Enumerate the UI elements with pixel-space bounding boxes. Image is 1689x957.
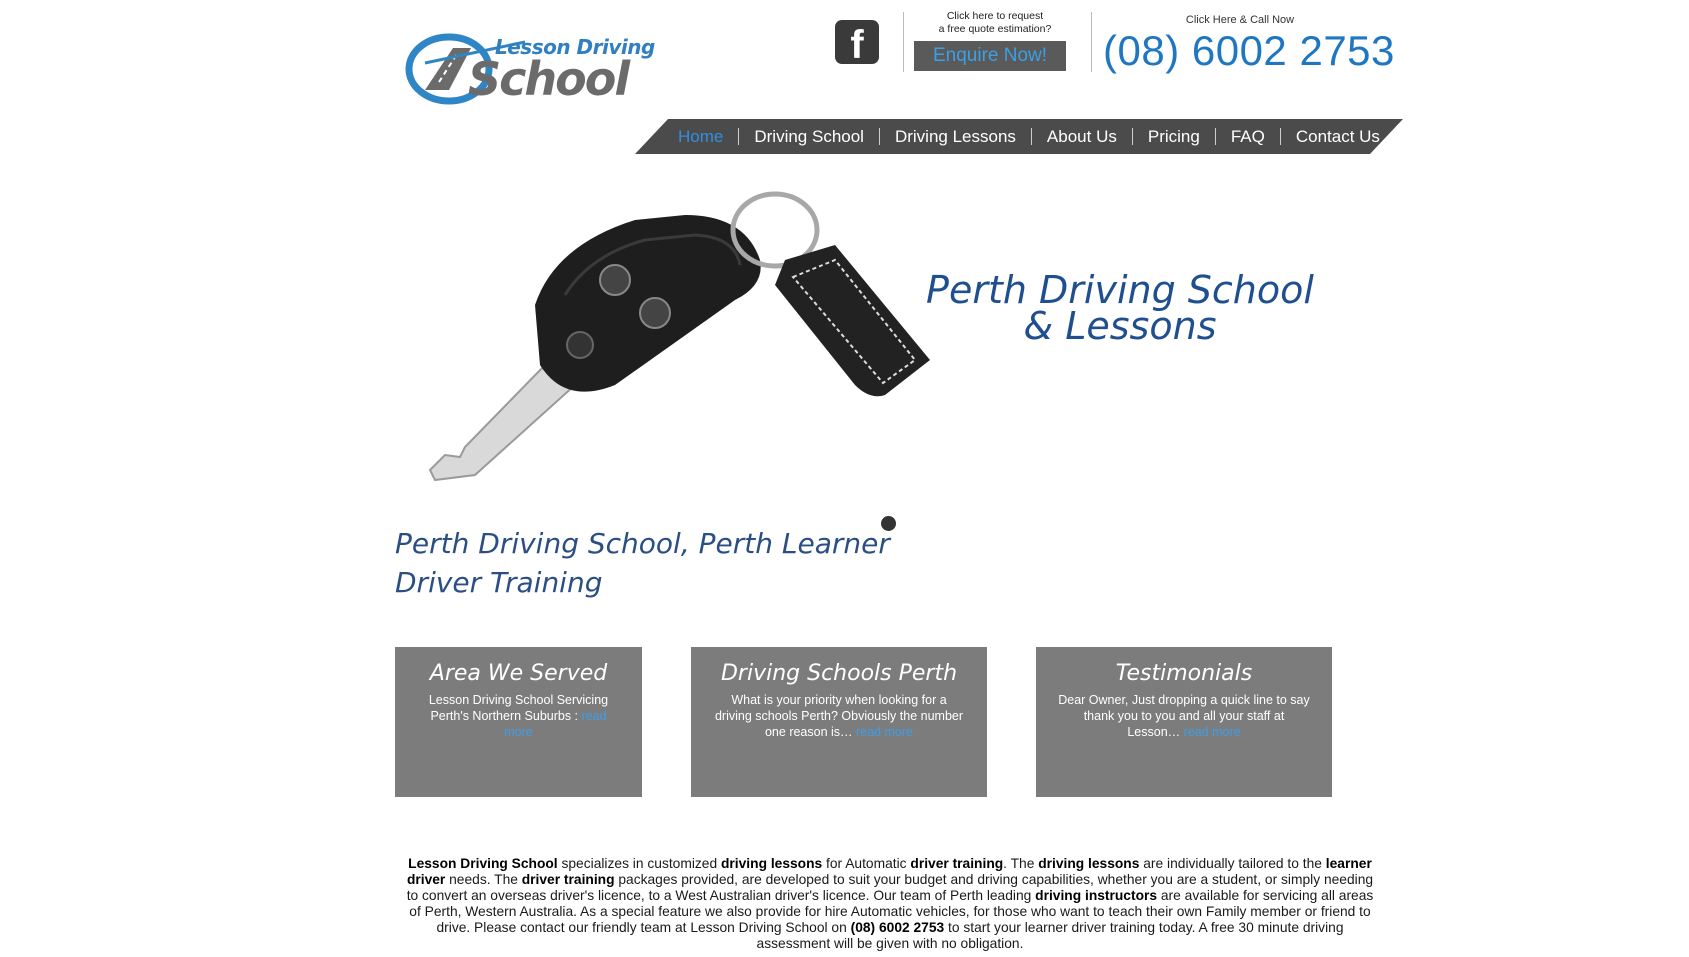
page-heading <box>395 524 915 602</box>
box-title: Driving Schools Perth <box>720 661 958 686</box>
bold-term: Lesson Driving School <box>408 856 558 871</box>
text: needs. The <box>445 872 522 887</box>
call-now-label: Click Here & Call Now <box>1185 14 1295 26</box>
read-more-link[interactable]: read more <box>1183 725 1241 739</box>
text: . The <box>1003 856 1039 871</box>
read-more-link[interactable]: read more <box>856 725 913 739</box>
box-text-body: Lesson Driving School Servicing Perth's Northern Suburbs : <box>428 693 609 723</box>
header-divider <box>1091 12 1092 72</box>
header-divider <box>903 12 904 72</box>
phone-number-text: (08) 6002 2753 <box>850 920 945 935</box>
box-text <box>1058 692 1310 740</box>
hero-title <box>920 268 1320 348</box>
box-text-body: What is your priority when looking for a driving schools Perth? Obviously the number one reason is… <box>714 693 964 739</box>
page-heading-line1: Perth Driving School, Perth Learner <box>395 527 890 560</box>
bold-term: driving lessons <box>1038 856 1140 871</box>
nav-driving-lessons[interactable]: Driving Lessons <box>879 128 1031 145</box>
bold-term: driver training <box>521 872 615 887</box>
text: specializes in customized <box>557 856 721 871</box>
nav-faq[interactable]: FAQ <box>1215 128 1280 145</box>
box-title: Testimonials <box>1115 661 1253 686</box>
enquire-now-button[interactable]: Enquire Now! <box>914 41 1066 71</box>
nav-contact-us[interactable]: Contact Us <box>1280 128 1395 145</box>
quote-prompt-line1: Click here to request <box>946 10 1044 22</box>
phone-number-link[interactable]: (08) 6002 2753 <box>1103 27 1395 74</box>
text: for Automatic <box>822 856 911 871</box>
bold-term: driver training <box>910 856 1004 871</box>
main-nav <box>664 119 1395 154</box>
bold-term: driving instructors <box>1035 888 1158 903</box>
quote-prompt <box>920 10 1070 36</box>
bold-term: learner driver <box>406 856 1372 887</box>
facebook-icon[interactable]: f <box>835 20 879 64</box>
hero-title-line2: & Lessons <box>1023 304 1217 348</box>
testimonials-box <box>1036 647 1332 797</box>
nav-pricing[interactable]: Pricing <box>1132 128 1215 145</box>
text: packages provided, are developed to suit your budget and driving capabilities, whether you are a student, or simply needing to convert an overseas driver's licence, to a West Australian driver's licence. Our team of Perth leading <box>406 872 1374 903</box>
bold-term: driving lessons <box>721 856 823 871</box>
driving-schools-box <box>691 647 987 797</box>
box-title: Area We Served <box>429 661 608 686</box>
nav-about-us[interactable]: About Us <box>1031 128 1132 145</box>
car-key-image <box>415 185 935 495</box>
hero-title-line1: Perth Driving School <box>926 268 1314 312</box>
box-text <box>713 692 965 740</box>
nav-driving-school[interactable]: Driving School <box>738 128 879 145</box>
text: are individually tailored to the <box>1139 856 1326 871</box>
quote-prompt-line2: a free quote estimation? <box>938 23 1052 35</box>
box-text-body: Dear Owner, Just dropping a quick line to say thank you to you and all your staff at Lesson… <box>1058 693 1310 739</box>
nav-home[interactable]: Home <box>678 127 724 146</box>
text: to start your learner driver training today. A free 30 minute driving assessment will be given with no obligation. <box>756 920 1344 951</box>
box-text <box>417 692 620 740</box>
read-more-link[interactable]: read more <box>504 709 607 739</box>
page-heading-line2: Driver Training <box>395 566 603 599</box>
about-paragraph <box>400 856 1380 952</box>
logo-text-bottom: School <box>468 52 629 106</box>
logo-text-top: Lesson Driving <box>495 35 655 59</box>
area-served-box <box>395 647 642 797</box>
text: are available for servicing all areas of Perth, Western Australia. As a special feature we also provide for hire Automatic vehicles, for those who want to teach their own Family member or friend to drive. Please contact our friendly team at Lesson Driving School on <box>409 888 1374 935</box>
